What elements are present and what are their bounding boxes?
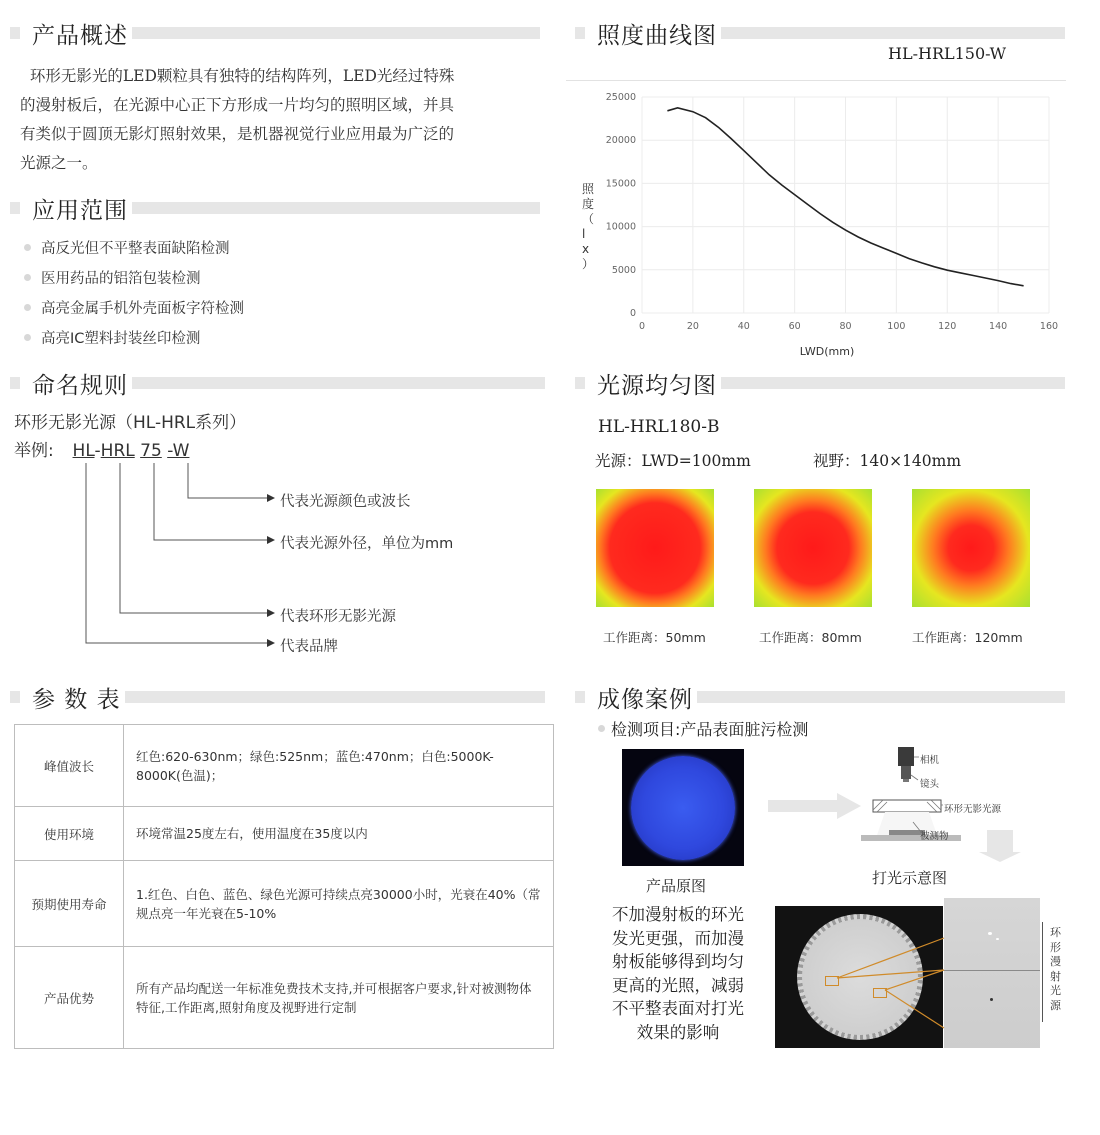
naming-series: 环形无影光源（HL-HRL系列） (14, 413, 247, 433)
part-color: -W (167, 441, 190, 461)
heatmap-caption: 工作距离：80mm (759, 630, 862, 645)
part-brand: HL (72, 441, 95, 461)
zoom-panel (944, 898, 1040, 1048)
uniformity-fov: 视野：140×140mm (813, 452, 962, 470)
heatmap-caption: 工作距离：120mm (912, 630, 1023, 645)
x-tick-label: 120 (938, 321, 957, 332)
desc-line: 更高的光照，减弱 (612, 975, 744, 995)
object-label: 被测物 (920, 831, 949, 842)
side-char: 源 (1050, 998, 1061, 1012)
overview-line: 光源之一。 (20, 154, 98, 172)
param-value: 红色:620-630nm；绿色:525nm；蓝色:470nm；白色:5000K-8000K(色温)； (124, 725, 554, 807)
list-item (24, 232, 524, 262)
naming-section-title (10, 370, 545, 399)
bullet-icon (24, 244, 31, 251)
heatmap-120mm (912, 489, 1030, 607)
list-item (24, 292, 524, 322)
meaning-type: 代表环形无影光源 (280, 609, 396, 625)
table-row (15, 807, 554, 861)
uniformity-section-title (575, 370, 1065, 399)
imaging-section-title (575, 684, 1065, 713)
application-label: 高反光但不平整表面缺陷检测 (41, 240, 230, 257)
illuminance-chart (565, 85, 1065, 370)
x-tick-label: 40 (737, 321, 750, 332)
applications-list (24, 232, 524, 352)
x-axis-label: LWD(mm) (799, 345, 855, 358)
orig-caption: 产品原图 (646, 877, 707, 895)
y-tick-label: 5000 (611, 264, 636, 276)
params-title: 参 数 表 (20, 681, 125, 714)
defect-spot (990, 998, 993, 1001)
example-prefix: 举例: (14, 441, 54, 461)
imaging-item-label: 检测项目:产品表面脏污检测 (611, 720, 809, 739)
params-section-title (10, 684, 545, 713)
lens-icon (901, 766, 911, 779)
application-label: 医用药品的铝箔包装检测 (41, 270, 201, 287)
curve-section-title (575, 20, 1065, 49)
side-char: 射 (1050, 969, 1061, 983)
param-key: 产品优势 (15, 947, 124, 1049)
x-tick-label: 140 (989, 321, 1008, 332)
side-char: 光 (1050, 984, 1061, 997)
x-tick-label: 20 (686, 321, 699, 332)
defect-spot (996, 938, 999, 940)
list-item (24, 322, 524, 352)
overview-paragraph (20, 62, 550, 178)
desc-line: 射板能够得到均匀 (612, 952, 744, 971)
camera-icon (898, 747, 914, 766)
applications-title: 应用范围 (20, 192, 132, 225)
x-tick-label: 60 (788, 321, 801, 332)
meaning-size: 代表光源外径，单位为mm (280, 536, 454, 552)
bullet-icon (24, 304, 31, 311)
desc-line: 不加漫射板的环光 (612, 905, 744, 924)
lighting-scheme-diagram (765, 740, 1065, 870)
applications-section-title (10, 195, 540, 224)
y-tick-label: 10000 (605, 221, 636, 233)
blue-disc (631, 756, 735, 860)
defect-spot (988, 932, 992, 935)
part-size: 75 (140, 441, 162, 461)
heatmap-80mm (754, 489, 872, 607)
curve-top-rule (566, 80, 1066, 81)
overview-line: 的漫射板后，在光源中心正下方形成一片均匀的照明区域，并具 (20, 96, 455, 114)
desc-line: 发光更强，而加漫 (612, 928, 744, 948)
y-axis-label: 照度（ l x ） (582, 182, 595, 271)
param-key: 峰值波长 (15, 725, 124, 807)
side-char: 漫 (1050, 955, 1061, 968)
table-row (15, 861, 554, 947)
zoom-lines (775, 898, 947, 1048)
side-bracket (1042, 922, 1049, 1022)
list-item (24, 262, 524, 292)
x-tick-label: 100 (887, 321, 906, 332)
param-key: 使用环境 (15, 807, 124, 861)
y-tick-label: 25000 (605, 92, 636, 103)
overview-section-title (10, 20, 540, 49)
side-label (1050, 926, 1064, 1013)
uniformity-title: 光源均匀图 (585, 367, 721, 400)
ring-light-label: 环形无影光源 (944, 804, 1002, 815)
overview-line: 环形无影光的LED颗粒具有独特的结构阵列，LED光经过特殊 (20, 67, 455, 85)
table-row (15, 947, 554, 1049)
side-char: 环 (1050, 926, 1061, 939)
x-tick-label: 160 (1039, 321, 1059, 332)
part-type: HRL (100, 441, 135, 461)
param-value: 所有产品均配送一年标准免费技术支持,并可根据客户要求,针对被测物体特征,工作距离,照射角度及视野进行定制 (124, 947, 554, 1049)
down-arrow-icon (979, 830, 1021, 862)
heatmap-caption: 工作距离：50mm (603, 630, 706, 645)
params-table (14, 724, 554, 1049)
y-tick-label: 0 (629, 308, 636, 319)
application-label: 高亮金属手机外壳面板字符检测 (41, 300, 244, 317)
camera-label: 相机 (920, 755, 940, 766)
x-tick-label: 80 (839, 321, 852, 332)
curve-title: 照度曲线图 (585, 17, 721, 50)
part-dash: - (94, 441, 101, 461)
heatmap-50mm (596, 489, 714, 607)
y-tick-label: 15000 (605, 178, 636, 190)
scheme-caption: 打光示意图 (872, 869, 948, 887)
imaging-title: 成像案例 (585, 681, 697, 714)
uniformity-light: 光源：LWD=100mm (595, 452, 751, 470)
meaning-brand: 代表品牌 (280, 639, 338, 655)
overview-line: 有类似于圆顶无影灯照射效果，是机器视觉行业应用最为广泛的 (20, 125, 455, 143)
naming-title: 命名规则 (20, 367, 132, 400)
y-tick-label: 20000 (605, 135, 636, 147)
overview-title: 产品概述 (20, 17, 132, 50)
uniformity-model: HL-HRL180-B (598, 417, 720, 437)
desc-line: 不平整表面对打光 (612, 999, 744, 1018)
bullet-icon (24, 334, 31, 341)
param-value: 环境常温25度左右，使用温度在35度以内 (124, 807, 554, 861)
product-original-image (622, 749, 744, 866)
x-tick-label: 0 (638, 321, 646, 332)
side-char: 形 (1050, 940, 1061, 954)
naming-arrows (0, 455, 300, 655)
desc-line: 效果的影响 (636, 1022, 720, 1042)
curve-model: HL-HRL150-W (888, 44, 1007, 63)
lens-label: 镜头 (920, 779, 940, 790)
bullet-icon (24, 274, 31, 281)
table-row (15, 725, 554, 807)
param-value: 1.红色、白色、蓝色、绿色光源可持续点亮30000小时，光衰在40%（常规点亮一年光衰在5-10% (124, 861, 554, 947)
meaning-color: 代表光源颜色或波长 (280, 494, 411, 510)
param-key: 预期使用寿命 (15, 861, 124, 947)
imaging-description (597, 903, 759, 1044)
imaging-item (598, 717, 808, 740)
application-label: 高亮IC塑料封装丝印检测 (41, 330, 201, 347)
arrow-icon (768, 793, 861, 819)
bullet-icon (598, 725, 605, 732)
